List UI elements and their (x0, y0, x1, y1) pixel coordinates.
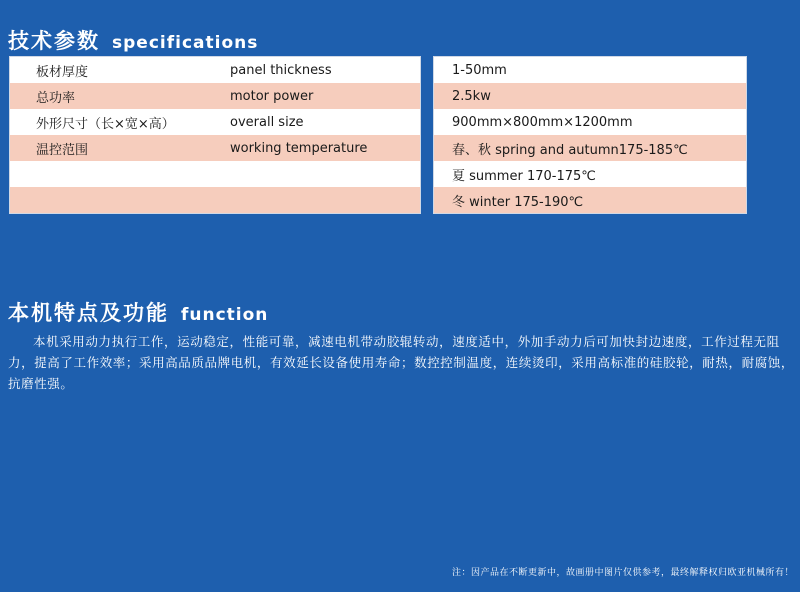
spec-label-row (10, 109, 420, 135)
spec-value: 夏 summer 170-175℃ (452, 168, 596, 184)
function-title-en: function (181, 305, 269, 325)
spec-value-row (434, 83, 746, 109)
spec-label-row (10, 161, 420, 187)
spec-label-row (10, 83, 420, 109)
spec-label-zh: 温控范围 (36, 142, 89, 158)
spec-label-zh: 板材厚度 (36, 64, 89, 80)
footer-note: 注：因产品在不断更新中，故画册中图片仅供参考，最终解释权归欧亚机械所有！ (451, 568, 794, 578)
function-title (8, 297, 268, 327)
spec-value: 1-50mm (452, 62, 507, 78)
spec-value-row (434, 161, 746, 187)
spec-value-row (434, 57, 746, 83)
spec-value-row (434, 187, 746, 213)
spec-label-zh: 外形尺寸（长×宽×高） (36, 116, 175, 132)
spec-label-row (10, 135, 420, 161)
spec-label-en: motor power (230, 88, 314, 104)
spec-value-row (434, 135, 746, 161)
spec-label-row (10, 187, 420, 213)
spec-value: 900mm×800mm×1200mm (452, 114, 633, 130)
specifications-title-en: specifications (112, 33, 259, 53)
function-title-zh: 本机特点及功能 (8, 301, 169, 325)
spec-value: 2.5kw (452, 88, 491, 104)
specifications-title (8, 25, 258, 55)
function-description: 本机采用动力执行工作，运动稳定，性能可靠，减速电机带动胶辊转动，速度适中，外加手动力后可加快封边速度，工作过程无阻力，提高了工作效率；采用高品质品牌电机，有效延长设备使用寿命；数控控制温度，连续烫印，采用高标准的硅胶轮，耐热，耐腐蚀，抗磨性强。 (8, 334, 795, 391)
spec-label-zh: 总功率 (36, 90, 76, 106)
spec-label-row (10, 57, 420, 83)
specifications-title-zh: 技术参数 (8, 29, 100, 53)
spec-value: 冬 winter 175-190℃ (452, 194, 584, 210)
spec-value-row (434, 109, 746, 135)
spec-label-en: overall size (230, 114, 304, 130)
spec-label-en: panel thickness (230, 62, 332, 78)
spec-value: 春、秋 spring and autumn175-185℃ (452, 142, 688, 158)
spec-value-table (433, 56, 747, 214)
spec-label-en: working temperature (230, 140, 368, 156)
spec-label-table (9, 56, 421, 214)
